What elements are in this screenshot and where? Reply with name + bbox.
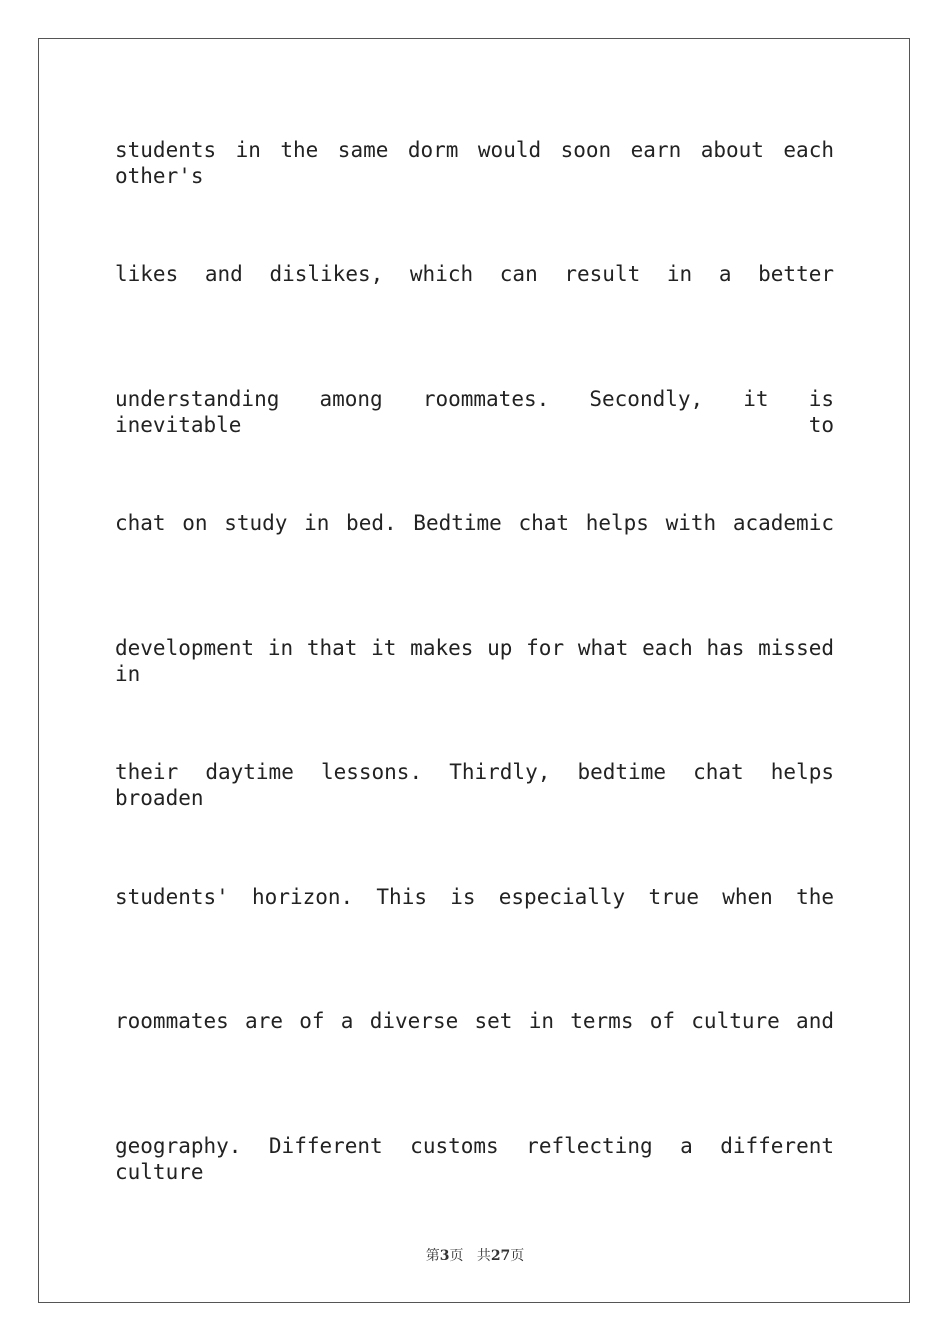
footer-page-suffix: 页 bbox=[449, 1248, 464, 1264]
text-line-5: development in that it makes up for what each has missed in bbox=[115, 636, 834, 686]
text-line-2: likes and dislikes, which can result in a better bbox=[115, 262, 834, 286]
page-footer bbox=[0, 1247, 950, 1265]
footer-total-suffix: 页 bbox=[510, 1248, 525, 1264]
text-line-4: chat on study in bed. Bedtime chat helps with academic bbox=[115, 511, 834, 535]
text-line-8: roommates are of a diverse set in terms of culture and bbox=[115, 1009, 834, 1033]
footer-total-prefix: 共 bbox=[476, 1248, 491, 1264]
text-line-6: their daytime lessons. Thirdly, bedtime chat helps broaden bbox=[115, 760, 834, 810]
text-line-7: students' horizon. This is especially true when the bbox=[115, 885, 834, 909]
text-line-1: students in the same dorm would soon earn about each other's bbox=[115, 138, 834, 188]
footer-total-pages: 27 bbox=[490, 1248, 511, 1264]
text-line-9: geography. Different customs reflecting a different culture bbox=[115, 1134, 834, 1184]
text-line-3: understanding among roommates. Secondly, it is inevitable to bbox=[115, 387, 834, 437]
footer-page-prefix: 第 bbox=[425, 1248, 440, 1264]
footer-current-page: 3 bbox=[439, 1248, 450, 1264]
